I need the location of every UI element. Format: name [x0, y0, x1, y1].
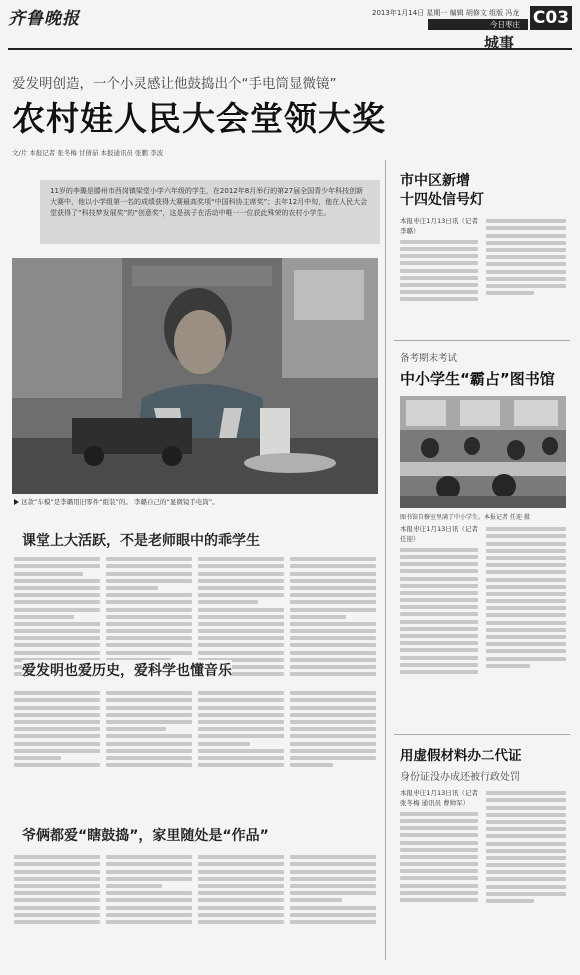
right-article-2-kicker: 备考期末考试	[400, 353, 458, 364]
right-divider-1	[394, 340, 570, 341]
section-2-title: 爱发明也爱历史，爱科学也懂音乐	[22, 660, 232, 680]
newspaper-logo: 齐鲁晚报	[8, 9, 80, 29]
right-article-2-headline: 中小学生“霸占”图书馆	[400, 370, 555, 388]
main-photo	[12, 258, 378, 494]
student-with-invention-illustration	[12, 258, 378, 494]
right-article-3-subhead: 身份证没办成还被行政处罚	[400, 772, 520, 783]
right-article-1-lede: 本报枣庄1月13日讯（记者 李璐）	[400, 217, 478, 236]
section-3-title: 爷俩都爱“瞎鼓捣”，家里随处是“作品”	[22, 828, 269, 844]
page-number: C03	[530, 6, 572, 30]
right-article-1-col-1	[400, 216, 478, 336]
section-3-col-3	[198, 852, 284, 964]
right-article-3-col-2	[486, 788, 566, 964]
right-article-2-col-2	[486, 524, 566, 730]
right-article-3-lede: 本报枣庄1月13日讯（记者 张冬梅 通讯员 曹帅军）	[400, 789, 478, 808]
section-2-col-4	[290, 688, 376, 818]
section-3-col-1	[14, 852, 100, 964]
right-column-divider	[385, 160, 386, 960]
section-2-col-1	[14, 688, 100, 818]
right-divider-2	[394, 734, 570, 735]
right-article-1-headline	[400, 172, 484, 210]
right-article-2-lede: 本报枣庄1月13日讯（记者 任迎）	[400, 525, 478, 544]
section-3-col-2	[106, 852, 192, 964]
masthead	[8, 4, 572, 52]
main-byline: 文/片 本报记者 张冬梅 甘倩茹 本报通讯员 张鹏 李波	[12, 149, 164, 157]
right-article-1-headline-line-1: 市中区新增	[400, 173, 470, 189]
library-photo-caption: 图书馆自修室里满了中小学生。本报记者 任迎 摄	[400, 514, 530, 521]
main-photo-caption-text: 这款“车模”是李璐用旧零件“组装”的。 李璐自己的“显微镜手电筒”。	[21, 498, 219, 506]
caption-arrow-icon	[14, 499, 19, 505]
right-article-1-headline-line-2: 十四处信号灯	[400, 192, 484, 208]
main-subhead: 爱发明创造，一个小灵感让他鼓捣出个“手电筒显微镜”	[12, 76, 337, 92]
right-article-2-col-1	[400, 524, 478, 730]
right-article-1-col-2	[486, 216, 566, 336]
section-3-col-4	[290, 852, 376, 964]
top-divider	[8, 48, 572, 50]
right-article-3-col-1	[400, 788, 478, 964]
library-photo	[400, 396, 566, 508]
section-2-col-3	[198, 688, 284, 818]
section-1-title: 课堂上大活跃，不是老师眼中的乖学生	[22, 533, 260, 549]
library-study-room-illustration	[400, 396, 566, 508]
section-name: 城事	[484, 34, 515, 52]
section-2-col-2	[106, 688, 192, 818]
issue-date-line: 2013年1月14日 星期一 编辑 胡修文 组版 冯龙	[372, 9, 520, 17]
today-tag: 今日枣庄	[428, 19, 528, 30]
right-article-3-headline: 用虚假材料办二代证	[400, 748, 522, 764]
lead-box: 11岁的李璐是滕州市西岗镇梁堂小学六年级的学生，在2012年8月举行的第27届全国青少年科技创新大赛中，他以小学组第一名的成绩获得大赛最高奖项“中国科协主席奖”；去年12月中旬，他在人民大会堂获得了“科技梦发展奖”的“创意奖”，这是孩子在活动中唯一一位获此殊荣的农村小学生。	[40, 180, 380, 244]
main-headline: 农村娃人民大会堂领大奖	[12, 99, 386, 138]
main-photo-caption	[14, 497, 376, 506]
